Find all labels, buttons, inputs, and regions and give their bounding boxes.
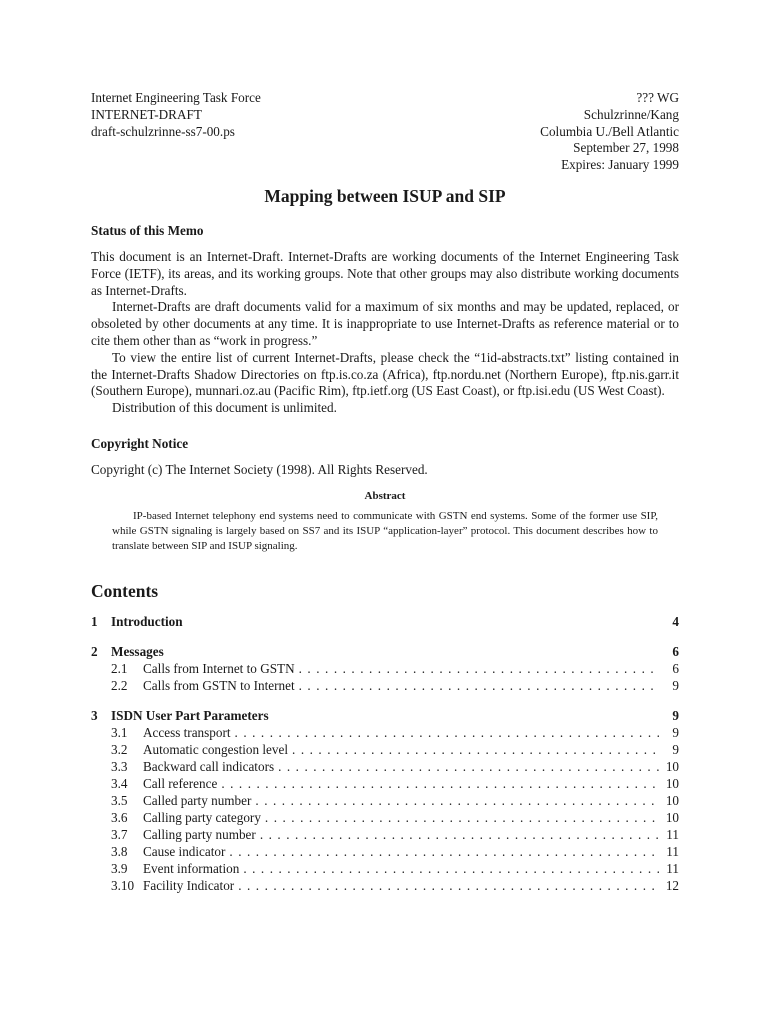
toc-entry-access-transport[interactable] bbox=[91, 724, 679, 741]
status-heading: Status of this Memo bbox=[91, 222, 204, 238]
toc-page-number: 10 bbox=[665, 758, 679, 774]
toc-label: Calls from GSTN to Internet bbox=[143, 677, 295, 693]
toc-page-number: 10 bbox=[665, 792, 679, 808]
toc-label: ISDN User Part Parameters bbox=[111, 707, 269, 723]
header-right bbox=[540, 90, 679, 174]
table-of-contents bbox=[91, 613, 679, 894]
header-affiliation: Columbia U./Bell Atlantic bbox=[540, 123, 679, 139]
contents-heading: Contents bbox=[91, 580, 159, 601]
toc-leader-dots bbox=[260, 826, 659, 843]
toc-page-number: 12 bbox=[665, 877, 679, 893]
copyright-section bbox=[91, 436, 679, 479]
toc-leader-dots bbox=[238, 877, 659, 894]
toc-label: Calling party number bbox=[143, 826, 256, 842]
toc-entry-event-information[interactable] bbox=[91, 860, 679, 877]
toc-leader-dots bbox=[265, 809, 659, 826]
toc-number: 3.9 bbox=[111, 860, 128, 876]
toc-label: Called party number bbox=[143, 792, 252, 808]
toc-page-number: 9 bbox=[672, 741, 679, 757]
toc-number: 3.2 bbox=[111, 741, 128, 757]
copyright-text: Copyright (c) The Internet Society (1998). All Rights Reserved. bbox=[91, 461, 428, 477]
toc-entry-calls-from-internet-to-gstn[interactable] bbox=[91, 660, 679, 677]
toc-leader-dots bbox=[221, 775, 659, 792]
toc-leader-dots bbox=[299, 677, 659, 694]
toc-leader-dots bbox=[255, 792, 659, 809]
toc-number: 3.10 bbox=[111, 877, 135, 893]
abstract-section bbox=[91, 490, 679, 554]
toc-leader-dots bbox=[278, 758, 659, 775]
toc-number: 3.4 bbox=[111, 775, 128, 791]
toc-label: Automatic congestion level bbox=[143, 741, 289, 757]
toc-section bbox=[91, 643, 679, 694]
toc-page-number: 9 bbox=[672, 677, 679, 693]
document-title: Mapping between ISUP and SIP bbox=[264, 185, 506, 206]
status-paragraph: Distribution of this document is unlimited. bbox=[112, 400, 337, 416]
toc-number: 3.1 bbox=[111, 724, 128, 740]
document-header bbox=[91, 90, 679, 174]
toc-entry-facility-indicator[interactable] bbox=[91, 877, 679, 894]
header-expires: Expires: January 1999 bbox=[561, 157, 679, 173]
toc-entry-introduction[interactable] bbox=[91, 613, 679, 630]
toc-page-number: 10 bbox=[665, 809, 679, 825]
status-paragraph: This document is an Internet-Draft. Internet-Drafts are working documents of the Internet Engineering Task Force (IETF), its areas, and its working groups. Note that other groups may also distribute working documents as Internet-Drafts. bbox=[91, 248, 679, 298]
toc-number: 3.8 bbox=[111, 843, 128, 859]
header-left bbox=[91, 90, 261, 174]
toc-entry-called-party-number[interactable] bbox=[91, 792, 679, 809]
toc-number: 1 bbox=[91, 613, 98, 629]
toc-page-number: 11 bbox=[666, 826, 679, 842]
toc-entry-isdn-user-part-parameters[interactable] bbox=[91, 707, 679, 724]
toc-entry-call-reference[interactable] bbox=[91, 775, 679, 792]
toc-label: Messages bbox=[111, 643, 164, 659]
toc-leader-dots bbox=[229, 843, 659, 860]
abstract-text: IP-based Internet telephony end systems need to communicate with GSTN end systems. Some of the former use SIP, while GSTN signaling is largely based on SS7 and its ISUP “application-layer” protocol. This document describes how to translate between SIP and ISUP signaling. bbox=[112, 509, 658, 552]
status-section bbox=[91, 223, 679, 417]
toc-number: 2 bbox=[91, 643, 98, 659]
toc-number: 3 bbox=[91, 707, 98, 723]
toc-page-number: 9 bbox=[672, 724, 679, 740]
header-org: Internet Engineering Task Force bbox=[91, 90, 261, 105]
toc-entry-calling-party-number[interactable] bbox=[91, 826, 679, 843]
header-filename: draft-schulzrinne-ss7-00.ps bbox=[91, 123, 235, 139]
header-doc-type: INTERNET-DRAFT bbox=[91, 106, 202, 122]
toc-number: 3.3 bbox=[111, 758, 128, 774]
toc-label: Calling party category bbox=[143, 809, 261, 825]
toc-number: 2.1 bbox=[111, 660, 128, 676]
header-date: September 27, 1998 bbox=[573, 140, 679, 156]
abstract-heading: Abstract bbox=[364, 489, 406, 502]
toc-page-number: 11 bbox=[666, 860, 679, 876]
status-paragraph: Internet-Drafts are draft documents valid for a maximum of six months and may be updated, replaced, or obsoleted by other documents at any time. It is inappropriate to use Internet-Drafts as reference material or to cite them other than as “work in progress.” bbox=[91, 299, 679, 348]
toc-label: Call reference bbox=[143, 775, 218, 791]
toc-number: 3.7 bbox=[111, 826, 128, 842]
toc-leader-dots bbox=[235, 724, 659, 741]
toc-label: Event information bbox=[143, 860, 240, 876]
header-authors: Schulzrinne/Kang bbox=[583, 106, 679, 122]
toc-entry-messages[interactable] bbox=[91, 643, 679, 660]
toc-section bbox=[91, 707, 679, 894]
toc-label: Access transport bbox=[143, 724, 231, 740]
toc-label: Introduction bbox=[111, 613, 183, 629]
document-page bbox=[91, 90, 679, 907]
toc-label: Backward call indicators bbox=[143, 758, 275, 774]
toc-label: Calls from Internet to GSTN bbox=[143, 660, 295, 676]
toc-entry-calls-from-gstn-to-internet[interactable] bbox=[91, 677, 679, 694]
toc-leader-dots bbox=[243, 860, 659, 877]
header-wg: ??? WG bbox=[636, 90, 679, 105]
toc-page-number: 4 bbox=[672, 613, 679, 629]
toc-entry-automatic-congestion-level[interactable] bbox=[91, 741, 679, 758]
toc-page-number: 10 bbox=[665, 775, 679, 791]
copyright-heading: Copyright Notice bbox=[91, 435, 189, 451]
toc-page-number: 11 bbox=[666, 843, 679, 859]
toc-leader-dots bbox=[299, 660, 659, 677]
toc-number: 3.6 bbox=[111, 809, 128, 825]
status-paragraph: To view the entire list of current Internet-Drafts, please check the “1id-abstracts.txt” listing contained in the Internet-Drafts Shadow Directories on ftp.is.co.za (Africa), ftp.nordu.net (Northern Europe), ftp.nis.garr.it (Southern Europe), munnari.oz.au (Pacific Rim), ftp.ietf.org (US East Coast), or ftp.isi.edu (US West Coast). bbox=[91, 349, 679, 399]
toc-entry-calling-party-category[interactable] bbox=[91, 809, 679, 826]
toc-number: 2.2 bbox=[111, 677, 128, 693]
toc-label: Cause indicator bbox=[143, 843, 226, 859]
toc-section bbox=[91, 613, 679, 630]
toc-leader-dots bbox=[292, 741, 659, 758]
toc-entry-cause-indicator[interactable] bbox=[91, 843, 679, 860]
toc-number: 3.5 bbox=[111, 792, 128, 808]
toc-entry-backward-call-indicators[interactable] bbox=[91, 758, 679, 775]
toc-page-number: 6 bbox=[672, 660, 679, 676]
toc-page-number: 9 bbox=[672, 707, 679, 723]
toc-page-number: 6 bbox=[672, 643, 679, 659]
toc-label: Facility Indicator bbox=[143, 877, 235, 893]
